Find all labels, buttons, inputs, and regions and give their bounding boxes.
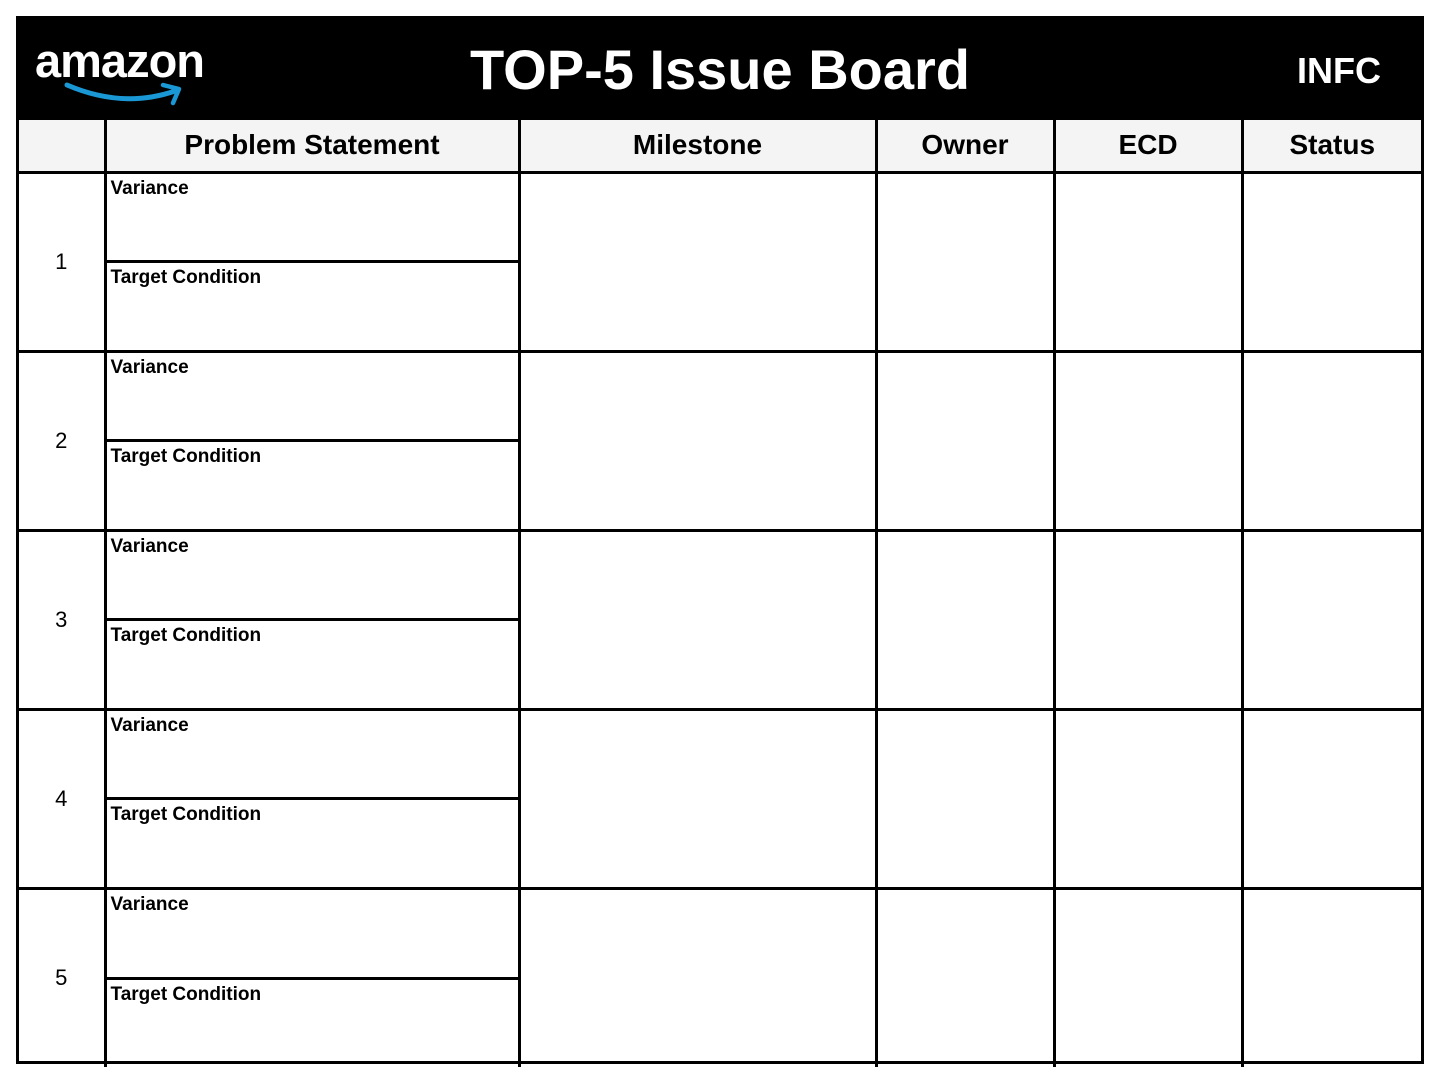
problem-statement-cell xyxy=(105,351,519,530)
column-header-milestone: Milestone xyxy=(519,120,876,172)
header-banner xyxy=(19,19,1421,120)
variance-field[interactable] xyxy=(107,532,518,622)
column-header-owner: Owner xyxy=(876,120,1054,172)
ecd-cell[interactable] xyxy=(1054,709,1242,888)
milestone-cell[interactable] xyxy=(519,888,876,1067)
variance-label: Variance xyxy=(110,356,189,378)
target-condition-field[interactable] xyxy=(107,980,518,1067)
variance-field[interactable] xyxy=(107,174,518,264)
milestone-cell[interactable] xyxy=(519,709,876,888)
board-title: TOP-5 Issue Board xyxy=(469,38,970,101)
problem-statement-cell xyxy=(105,172,519,351)
owner-cell[interactable] xyxy=(876,888,1054,1067)
target-condition-field[interactable] xyxy=(107,442,518,529)
status-cell[interactable] xyxy=(1242,888,1421,1067)
table-row xyxy=(19,351,1421,530)
column-header-index xyxy=(19,120,105,172)
status-cell[interactable] xyxy=(1242,530,1421,709)
issue-table xyxy=(19,120,1421,1067)
ecd-cell[interactable] xyxy=(1054,530,1242,709)
row-number: 3 xyxy=(19,530,105,709)
status-cell[interactable] xyxy=(1242,709,1421,888)
column-header-ecd: ECD xyxy=(1054,120,1242,172)
status-cell[interactable] xyxy=(1242,351,1421,530)
owner-cell[interactable] xyxy=(876,351,1054,530)
variance-label: Variance xyxy=(110,894,189,916)
milestone-cell[interactable] xyxy=(519,530,876,709)
row-number: 2 xyxy=(19,351,105,530)
problem-statement-cell xyxy=(105,530,519,709)
column-header-status: Status xyxy=(1242,120,1421,172)
ecd-cell[interactable] xyxy=(1054,888,1242,1067)
row-number: 4 xyxy=(19,709,105,888)
table-row xyxy=(19,888,1421,1067)
row-number: 1 xyxy=(19,172,105,351)
target-condition-label: Target Condition xyxy=(110,267,262,288)
variance-field[interactable] xyxy=(107,711,518,801)
owner-cell[interactable] xyxy=(876,709,1054,888)
target-condition-field[interactable] xyxy=(107,621,518,708)
target-condition-label: Target Condition xyxy=(110,446,262,467)
problem-statement-cell xyxy=(105,709,519,888)
target-condition-label: Target Condition xyxy=(110,625,262,646)
milestone-cell[interactable] xyxy=(519,172,876,351)
header-row xyxy=(19,120,1421,172)
owner-cell[interactable] xyxy=(876,172,1054,351)
logo-wordmark: amazon xyxy=(35,34,204,87)
variance-label: Variance xyxy=(110,535,189,557)
variance-field[interactable] xyxy=(107,353,518,443)
owner-cell[interactable] xyxy=(876,530,1054,709)
problem-statement-cell xyxy=(105,888,519,1067)
status-cell[interactable] xyxy=(1242,172,1421,351)
milestone-cell[interactable] xyxy=(519,351,876,530)
ecd-cell[interactable] xyxy=(1054,172,1242,351)
ecd-cell[interactable] xyxy=(1054,351,1242,530)
target-condition-field[interactable] xyxy=(107,263,518,350)
table-row xyxy=(19,530,1421,709)
target-condition-field[interactable] xyxy=(107,800,518,887)
target-condition-label: Target Condition xyxy=(110,983,262,1005)
target-condition-label: Target Condition xyxy=(110,804,262,825)
site-code: INFC xyxy=(1297,50,1381,91)
table-row xyxy=(19,172,1421,351)
variance-label: Variance xyxy=(110,714,189,736)
table-row xyxy=(19,709,1421,888)
variance-label: Variance xyxy=(110,177,189,199)
column-header-problem-statement: Problem Statement xyxy=(105,120,519,172)
issue-board xyxy=(16,16,1424,1064)
row-number: 5 xyxy=(19,888,105,1067)
variance-field[interactable] xyxy=(107,890,518,980)
